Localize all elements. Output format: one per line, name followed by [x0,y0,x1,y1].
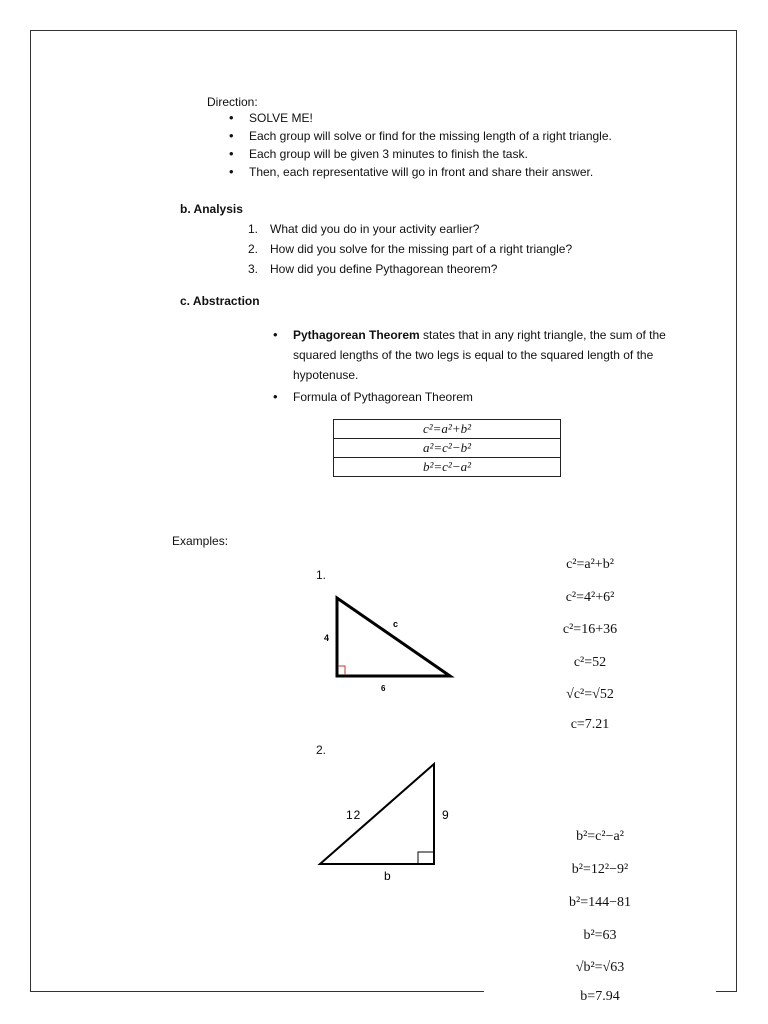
direction-list [227,109,612,181]
analysis-questions [248,219,572,279]
triangle-2-side-right: 9 [442,808,449,822]
triangle-2-side-bottom: b [384,869,391,883]
abstraction-list [271,325,671,409]
direction-label: Direction: [207,95,258,109]
right-angle-marker [418,852,433,864]
ex2-step: b²=c²−a² [576,829,624,844]
ex2-step: b=7.94 [580,989,620,1004]
formula-table [333,419,561,477]
triangle-1-side-hyp: c [393,619,399,629]
ex2-step: √b²=√63 [575,960,625,975]
list-item: • Each group will solve or find for the missing length of a right triangle. [227,127,612,145]
list-item: 1. What did you do in your activity earlier? [248,222,480,236]
triangle-1-side-bottom: 6 [381,684,386,693]
triangle-1-side-left: 4 [324,633,330,643]
abstraction-heading: c. Abstraction [180,294,260,308]
example-1-number: 1. [316,568,327,582]
list-item: • Each group will be given 3 minutes to finish the task. [227,145,612,163]
formula-cell: a²=c²−b² [334,439,561,458]
triangle-2-shape [320,764,434,864]
examples-label: Examples: [172,534,229,548]
ex1-step: c²=4²+6² [565,590,615,605]
formula-cell: c²=a²+b² [334,420,561,439]
triangle-2-figure [312,756,462,886]
example-2-number: 2. [316,743,327,757]
ex1-step: c²=52 [573,655,607,670]
ex1-step: c²=a²+b² [566,557,614,572]
ex2-step: b²=144−81 [569,895,631,910]
triangle-2-side-hyp: 12 [346,808,362,822]
right-angle-marker [338,666,345,675]
list-item: 2. How did you solve for the missing part of a right triangle? [248,242,573,256]
ex1-step: c=7.21 [570,717,610,732]
formula-cell: b²=c²−a² [334,458,561,477]
triangle-1-figure [310,590,460,695]
theorem-statement: • Pythagorean Theorem states that in any right triangle, the sum of the squared lengths of the two legs is equal to the squared length of the hypotenuse. [271,325,673,385]
ex2-step: b²=63 [583,928,617,943]
ex1-step: c²=16+36 [562,622,618,637]
list-item: • SOLVE ME! [227,109,612,127]
ex2-step: b²=12²−9² [571,862,629,877]
triangle-1-shape [337,598,450,676]
analysis-heading: b. Analysis [180,202,243,216]
formula-label: • Formula of Pythagorean Theorem [271,387,671,407]
list-item: 3. How did you define Pythagorean theorem? [248,262,498,276]
ex1-step: √c²=√52 [566,687,614,702]
list-item: • Then, each representative will go in front and share their answer. [227,163,612,181]
